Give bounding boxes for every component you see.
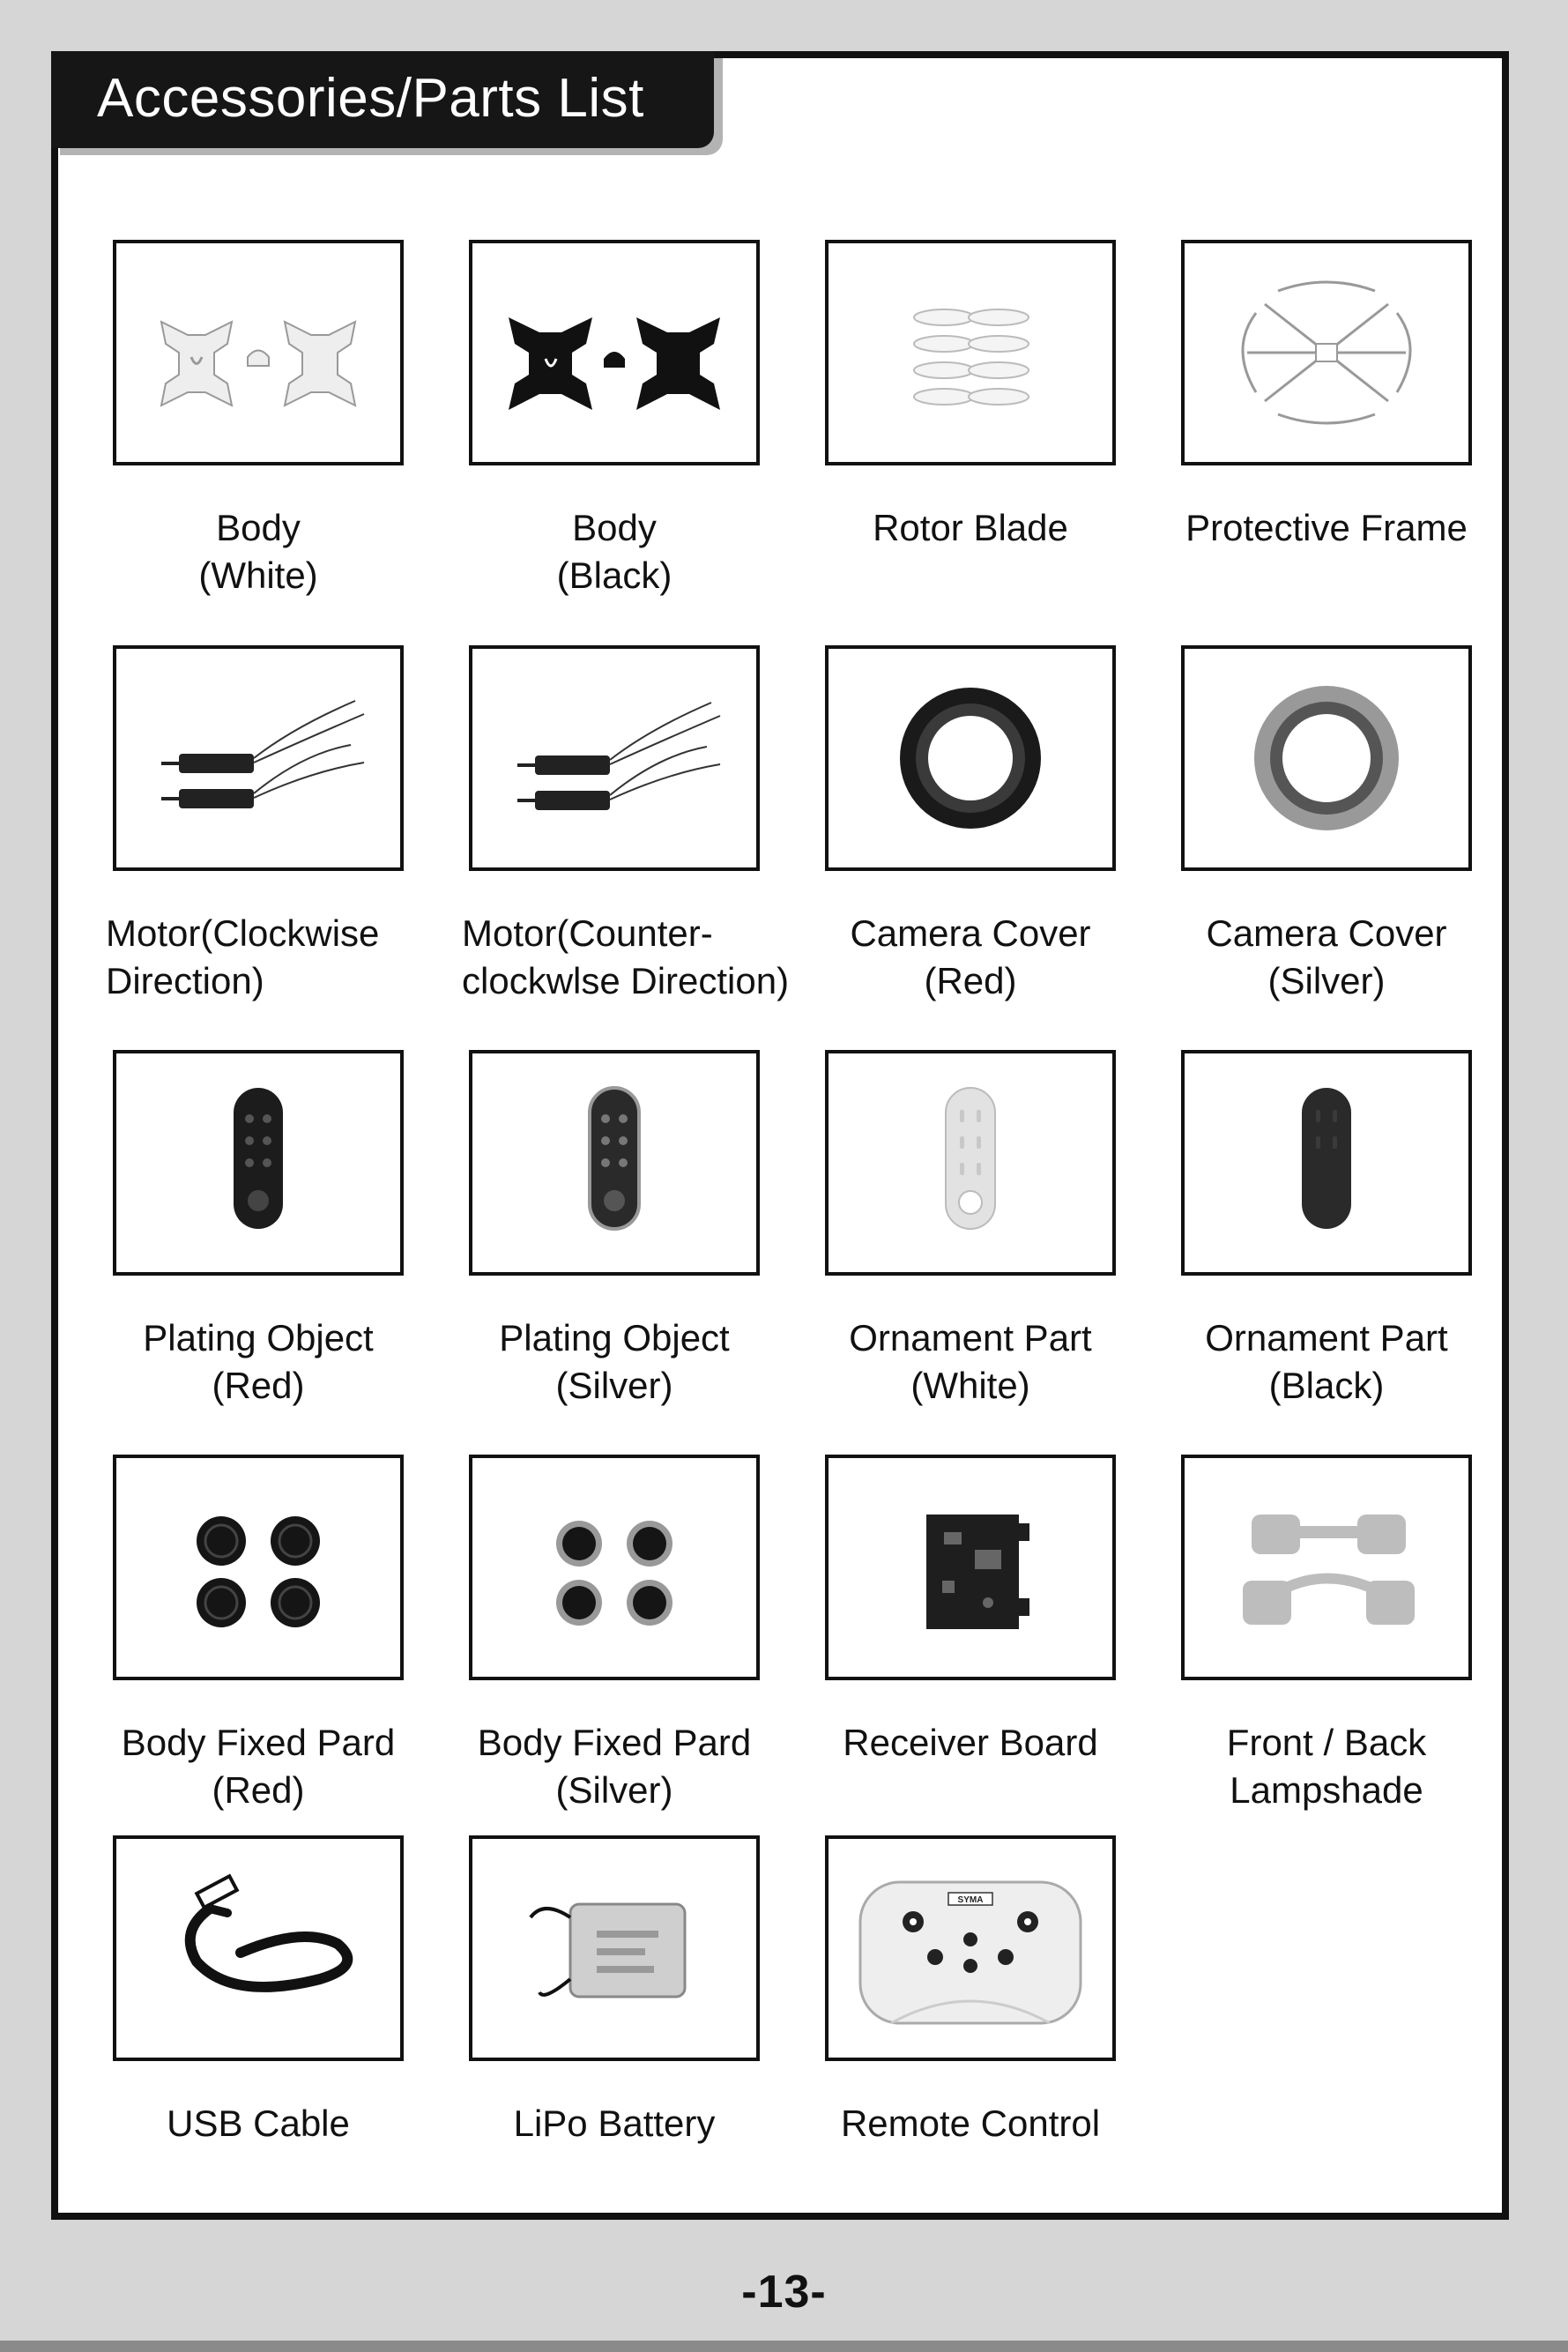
part-image-frame xyxy=(113,1455,404,1680)
lampshade-icon xyxy=(1194,1466,1459,1669)
part-image-frame xyxy=(469,1835,760,2061)
part-label: Body (Black) xyxy=(556,507,673,596)
parts-list-panel xyxy=(51,51,1509,2220)
camera-cover-silver-icon xyxy=(1194,657,1459,860)
part-image-frame xyxy=(113,1050,404,1276)
remote-brand-text: SYMA xyxy=(957,1895,984,1905)
part-label: Body Fixed Pard (Red) xyxy=(121,1722,396,1811)
header-tab xyxy=(51,51,714,148)
part-image-frame xyxy=(825,1835,1116,2061)
plating-object-red-icon xyxy=(126,1061,390,1264)
page-title: Accessories/Parts List xyxy=(97,68,644,129)
bottom-edge-bar xyxy=(0,2341,1568,2352)
part-image-frame xyxy=(113,645,404,871)
part-label: Body Fixed Pard (Silver) xyxy=(477,1722,752,1811)
part-image-frame xyxy=(469,240,760,465)
usb-cable-icon xyxy=(126,1847,390,2050)
part-image-frame xyxy=(113,240,404,465)
plating-object-silver-icon xyxy=(482,1061,747,1264)
part-label: Motor(Clockwise Direction) xyxy=(106,912,380,1001)
part-image-frame xyxy=(113,1835,404,2061)
part-label: Ornament Part (White) xyxy=(849,1317,1092,1406)
part-image-frame xyxy=(1181,1050,1472,1276)
part-label: Body (White) xyxy=(198,507,318,596)
part-label: Remote Control xyxy=(840,2103,1101,2144)
part-label: Camera Cover (Silver) xyxy=(1206,912,1447,1001)
part-label: LiPo Battery xyxy=(513,2103,716,2144)
part-label: Ornament Part (Black) xyxy=(1205,1317,1448,1406)
body-white-icon xyxy=(126,251,390,454)
part-image-frame xyxy=(469,1050,760,1276)
part-label: Plating Object (Silver) xyxy=(499,1317,730,1406)
protective-frame-icon xyxy=(1194,251,1459,454)
ornament-white-icon xyxy=(838,1061,1103,1264)
body-fixed-red-icon xyxy=(126,1466,390,1669)
part-image-frame xyxy=(1181,645,1472,871)
body-fixed-silver-icon xyxy=(482,1466,747,1669)
body-black-icon xyxy=(482,251,747,454)
part-label: Receiver Board xyxy=(843,1722,1098,1763)
part-image-frame xyxy=(469,645,760,871)
receiver-board-icon xyxy=(838,1466,1103,1669)
part-label: Camera Cover (Red) xyxy=(850,912,1091,1001)
part-image-frame xyxy=(825,240,1116,465)
motor-clockwise-icon xyxy=(126,657,390,860)
part-label: USB Cable xyxy=(167,2103,350,2144)
rotor-blade-icon xyxy=(838,251,1103,454)
ornament-black-icon xyxy=(1194,1061,1459,1264)
part-label: Plating Object (Red) xyxy=(143,1317,374,1406)
part-label: Front / Back Lampshade xyxy=(1226,1722,1427,1811)
part-image-frame xyxy=(825,645,1116,871)
part-image-frame xyxy=(1181,1455,1472,1680)
lipo-battery-icon xyxy=(482,1847,747,2050)
camera-cover-red-icon xyxy=(838,657,1103,860)
part-image-frame xyxy=(469,1455,760,1680)
part-label: Protective Frame xyxy=(1185,507,1468,548)
motor-counterclockwise-icon xyxy=(482,657,747,860)
part-label: Motor(Counter- clockwlse Direction) xyxy=(462,912,790,1001)
part-label: Rotor Blade xyxy=(873,507,1068,548)
part-image-frame xyxy=(825,1455,1116,1680)
part-image-frame xyxy=(825,1050,1116,1276)
page-number: -13- xyxy=(741,2266,827,2318)
part-image-frame xyxy=(1181,240,1472,465)
remote-control-icon xyxy=(838,1847,1103,2050)
